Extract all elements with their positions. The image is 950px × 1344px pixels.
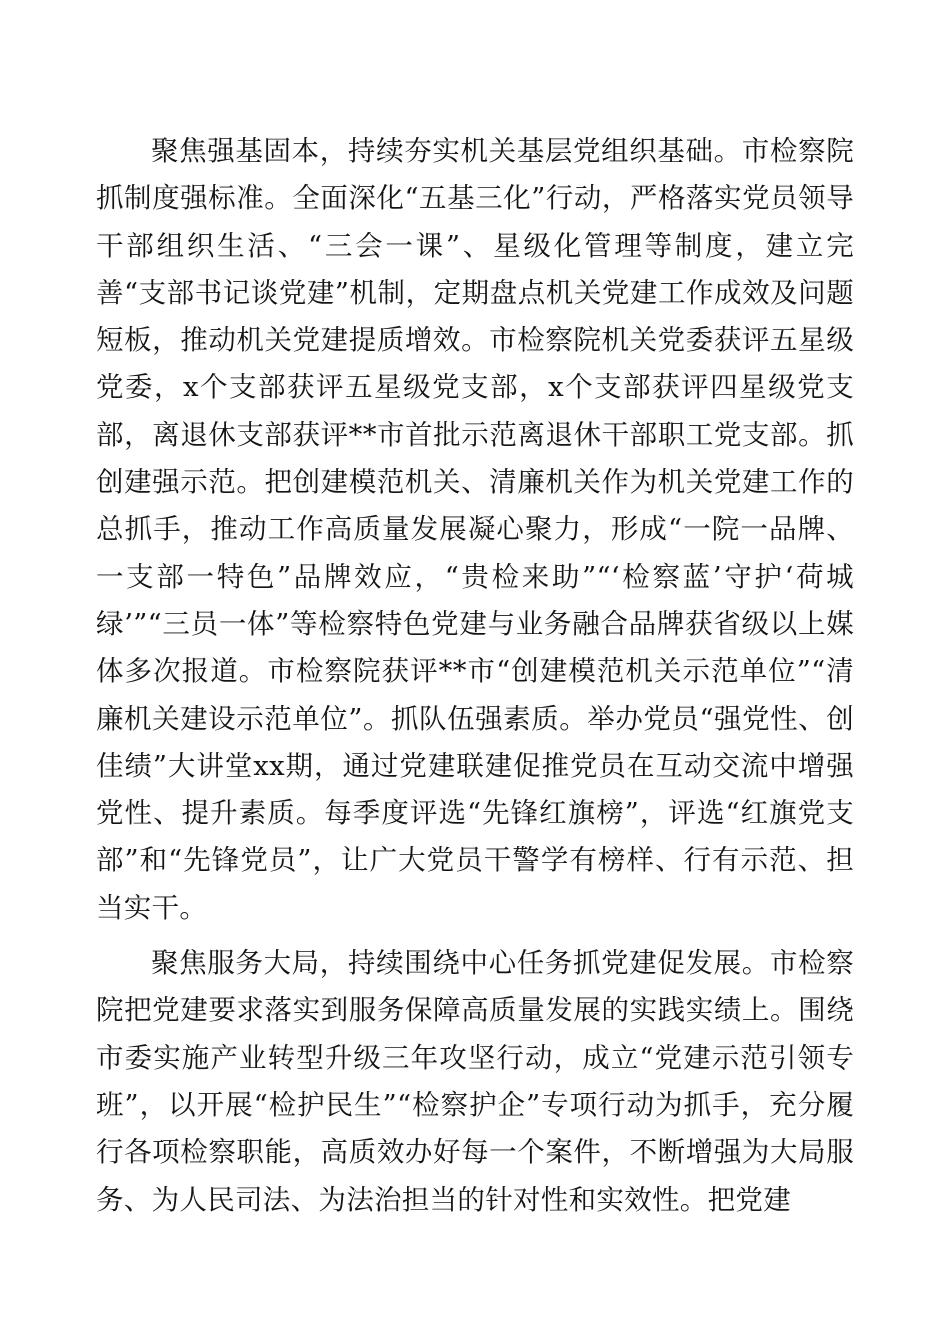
document-body [96,128,854,1224]
paragraph-2: 聚焦服务大局，持续围绕中心任务抓党建促发展。市检察院把党建要求落实到服务保障高质量发展的实践实绩上。围绕市委实施产业转型升级三年攻坚行动，成立“党建示范引领专班”，以开展“检护民生”“检察护企”专项行动为抓手，充分履行各项检察职能，高质效办好每一个案件，不断增强为大局服务、为人民司法、为法治担当的针对性和实效性。把党建 [96,947,854,1216]
paragraph-1: 聚焦强基固本，持续夯实机关基层党组织基础。市检察院抓制度强标准。全面深化“五基三化”行动，严格落实党员领导干部组织生活、“三会一课”、星级化管理等制度，建立完善“支部书记谈党建”机制，定期盘点机关党建工作成效及问题短板，推动机关党建提质增效。市检察院机关党委获评五星级党委，x个支部获评五星级党支部，x个支部获评四星级党支部，离退休支部获评**市首批示范离退休干部职工党支部。抓创建强示范。把创建模范机关、清廉机关作为机关党建工作的总抓手，推动工作高质量发展凝心聚力，形成“一院一品牌、一支部一特色”品牌效应，“贵检来助”“‘检察蓝’守护‘荷城绿’”“三员一体”等检察特色党建与业务融合品牌获省级以上媒体多次报道。市检察院获评**市“创建模范机关示范单位”“清廉机关建设示范单位”。抓队伍强素质。举办党员“强党性、创佳绩”大讲堂xx期，通过党建联建促推党员在互动交流中增强党性、提升素质。每季度评选“先锋红旗榜”，评选“红旗党支部”和“先锋党员”，让广大党员干警学有榜样、行有示范、担当实干。 [96,135,854,924]
